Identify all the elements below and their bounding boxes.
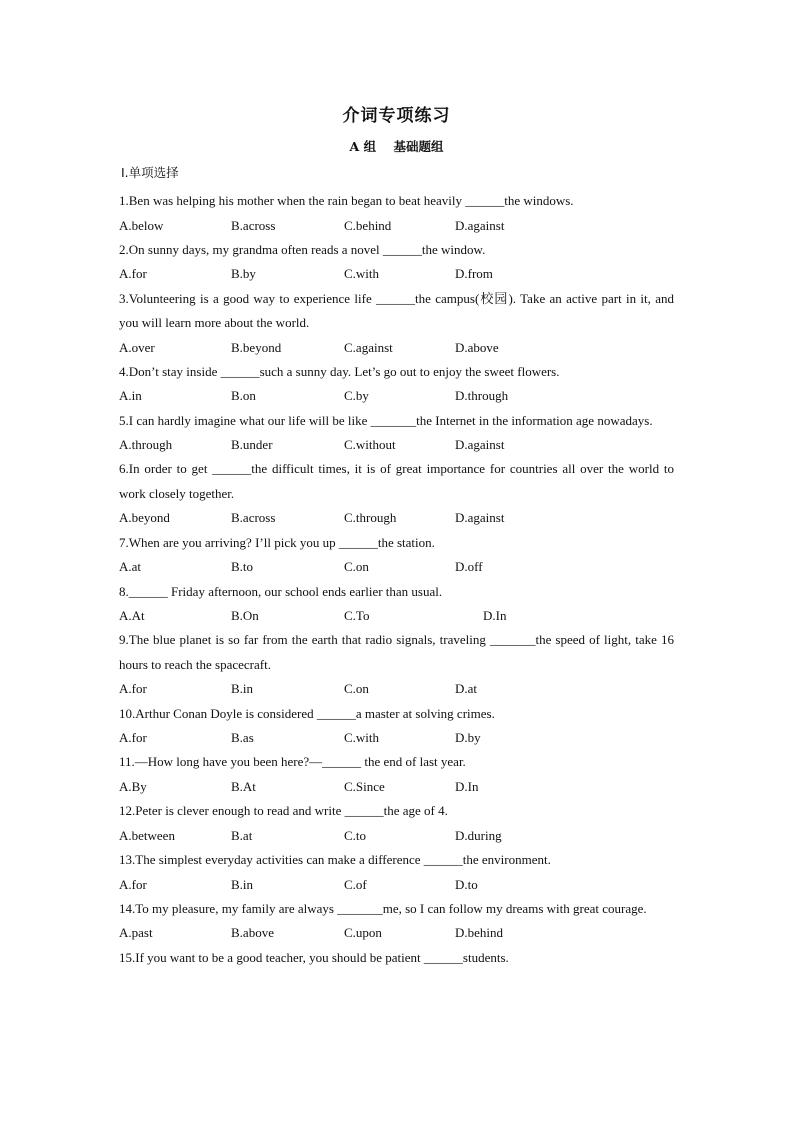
option-d[interactable]: D.by: [455, 730, 481, 746]
option-d[interactable]: D.to: [455, 876, 478, 892]
group-subtitle: A 组 基础题组: [349, 139, 444, 154]
option-a[interactable]: A.past: [119, 925, 153, 941]
question-stem: 13.The simplest everyday activities can make a difference ______the environment.: [119, 852, 551, 868]
option-d[interactable]: D.through: [455, 388, 509, 404]
option-d[interactable]: D.In: [483, 608, 507, 624]
option-a[interactable]: A.beyond: [119, 510, 170, 526]
option-a[interactable]: A.between: [119, 827, 175, 843]
option-b[interactable]: B.by: [231, 266, 256, 282]
option-a[interactable]: A.over: [119, 339, 155, 355]
option-row: [119, 873, 674, 897]
option-a[interactable]: A.at: [119, 559, 142, 575]
option-b[interactable]: B.above: [231, 925, 274, 941]
option-b[interactable]: B.on: [231, 388, 256, 404]
option-row: [119, 555, 674, 579]
option-d[interactable]: D.at: [455, 681, 478, 697]
question-stem: 4.Don’t stay inside ______such a sunny day. Let’s go out to enjoy the sweet flowers.: [119, 363, 560, 379]
question-item: [119, 360, 674, 409]
question-item: [119, 287, 674, 360]
option-b[interactable]: B.under: [231, 437, 273, 453]
option-c[interactable]: C.by: [344, 388, 369, 404]
option-b[interactable]: B.as: [231, 730, 254, 746]
question-stem: 11.—How long have you been here?—______ the end of last year.: [119, 754, 466, 770]
option-b[interactable]: B.At: [231, 778, 256, 794]
option-d[interactable]: D.In: [455, 778, 479, 794]
question-stem: 10.Arthur Conan Doyle is considered ______a master at solving crimes.: [119, 705, 495, 721]
option-a[interactable]: A.below: [119, 217, 164, 233]
option-c[interactable]: C.on: [344, 681, 369, 697]
option-a[interactable]: A.for: [119, 681, 147, 697]
option-row: [119, 384, 674, 408]
page-title: 介词专项练习: [342, 106, 451, 126]
option-a[interactable]: A.for: [119, 266, 147, 282]
question-stem: 3.Volunteering is a good way to experience life ______the campus(校园). Take an active part in it, and you will learn more about the world.: [119, 290, 674, 331]
option-row: [119, 336, 674, 360]
option-d[interactable]: D.against: [455, 217, 505, 233]
option-d[interactable]: D.against: [455, 510, 505, 526]
option-a[interactable]: A.in: [119, 388, 142, 404]
option-c[interactable]: C.upon: [344, 925, 382, 941]
option-b[interactable]: B.in: [231, 681, 254, 697]
option-b[interactable]: B.across: [231, 217, 276, 233]
option-c[interactable]: C.with: [344, 730, 380, 746]
option-c[interactable]: C.with: [344, 266, 380, 282]
option-row: [119, 775, 674, 799]
question-stem: 15.If you want to be a good teacher, you should be patient ______students.: [119, 949, 509, 965]
option-d[interactable]: D.against: [455, 437, 505, 453]
option-c[interactable]: C.to: [344, 827, 367, 843]
question-stem: 12.Peter is clever enough to read and write ______the age of 4.: [119, 803, 448, 819]
option-row: [119, 726, 674, 750]
option-c[interactable]: C.on: [344, 559, 369, 575]
question-item: [119, 799, 674, 848]
question-item: [119, 189, 674, 238]
question-item: [119, 946, 674, 971]
option-c[interactable]: C.Since: [344, 778, 385, 794]
option-d[interactable]: D.off: [455, 559, 483, 575]
question-item: [119, 531, 674, 580]
question-stem: 9.The blue planet is so far from the earth that radio signals, traveling _______the speed of light, take 16 hours to reach the spacecraft.: [119, 632, 674, 672]
option-row: [119, 604, 674, 628]
option-d[interactable]: D.above: [455, 339, 499, 355]
option-row: [119, 506, 674, 530]
question-stem: 8.______ Friday afternoon, our school ends earlier than usual.: [119, 583, 443, 599]
option-b[interactable]: B.in: [231, 876, 254, 892]
question-item: [119, 580, 674, 629]
question-item: [119, 848, 674, 897]
option-b[interactable]: B.across: [231, 510, 276, 526]
option-row: [119, 824, 674, 848]
option-b[interactable]: B.to: [231, 559, 254, 575]
option-b[interactable]: B.at: [231, 827, 253, 843]
question-stem: 6.In order to get ______the difficult times, it is of great importance for countries all over the world to work closely together.: [119, 461, 674, 501]
question-item: [119, 457, 674, 530]
option-row: [119, 214, 674, 238]
option-row: [119, 921, 674, 945]
question-stem: 7.When are you arriving? I’ll pick you up ______the station.: [119, 534, 435, 550]
option-row: [119, 677, 674, 701]
option-c[interactable]: C.To: [344, 608, 370, 624]
section-heading: Ⅰ.单项选择: [121, 165, 179, 180]
question-stem: 14.To my pleasure, my family are always _______me, so I can follow my dreams with great courage.: [119, 900, 647, 916]
option-c[interactable]: C.through: [344, 510, 397, 526]
option-row: [119, 433, 674, 457]
question-stem: 5.I can hardly imagine what our life will be like _______the Internet in the information age nowadays.: [119, 412, 653, 428]
option-a[interactable]: A.through: [119, 437, 173, 453]
option-a[interactable]: A.At: [119, 608, 145, 624]
option-c[interactable]: C.of: [344, 876, 367, 892]
option-d[interactable]: D.from: [455, 266, 493, 282]
question-item: [119, 628, 674, 701]
option-c[interactable]: C.behind: [344, 217, 392, 233]
option-a[interactable]: A.By: [119, 778, 147, 794]
option-c[interactable]: C.against: [344, 339, 393, 355]
question-item: [119, 897, 674, 946]
question-item: [119, 238, 674, 287]
option-d[interactable]: D.behind: [455, 925, 504, 941]
option-row: [119, 262, 674, 286]
option-b[interactable]: B.beyond: [231, 339, 282, 355]
question-stem: 2.On sunny days, my grandma often reads a novel ______the window.: [119, 241, 486, 257]
option-a[interactable]: A.for: [119, 876, 147, 892]
option-d[interactable]: D.during: [455, 827, 502, 843]
question-stem: 1.Ben was helping his mother when the rain began to beat heavily ______the windows.: [119, 193, 574, 208]
question-item: [119, 702, 674, 751]
option-c[interactable]: C.without: [344, 437, 396, 453]
question-item: [119, 750, 674, 799]
question-list: [119, 189, 674, 970]
option-a[interactable]: A.for: [119, 730, 147, 746]
option-b[interactable]: B.On: [231, 608, 259, 624]
question-item: [119, 409, 674, 458]
